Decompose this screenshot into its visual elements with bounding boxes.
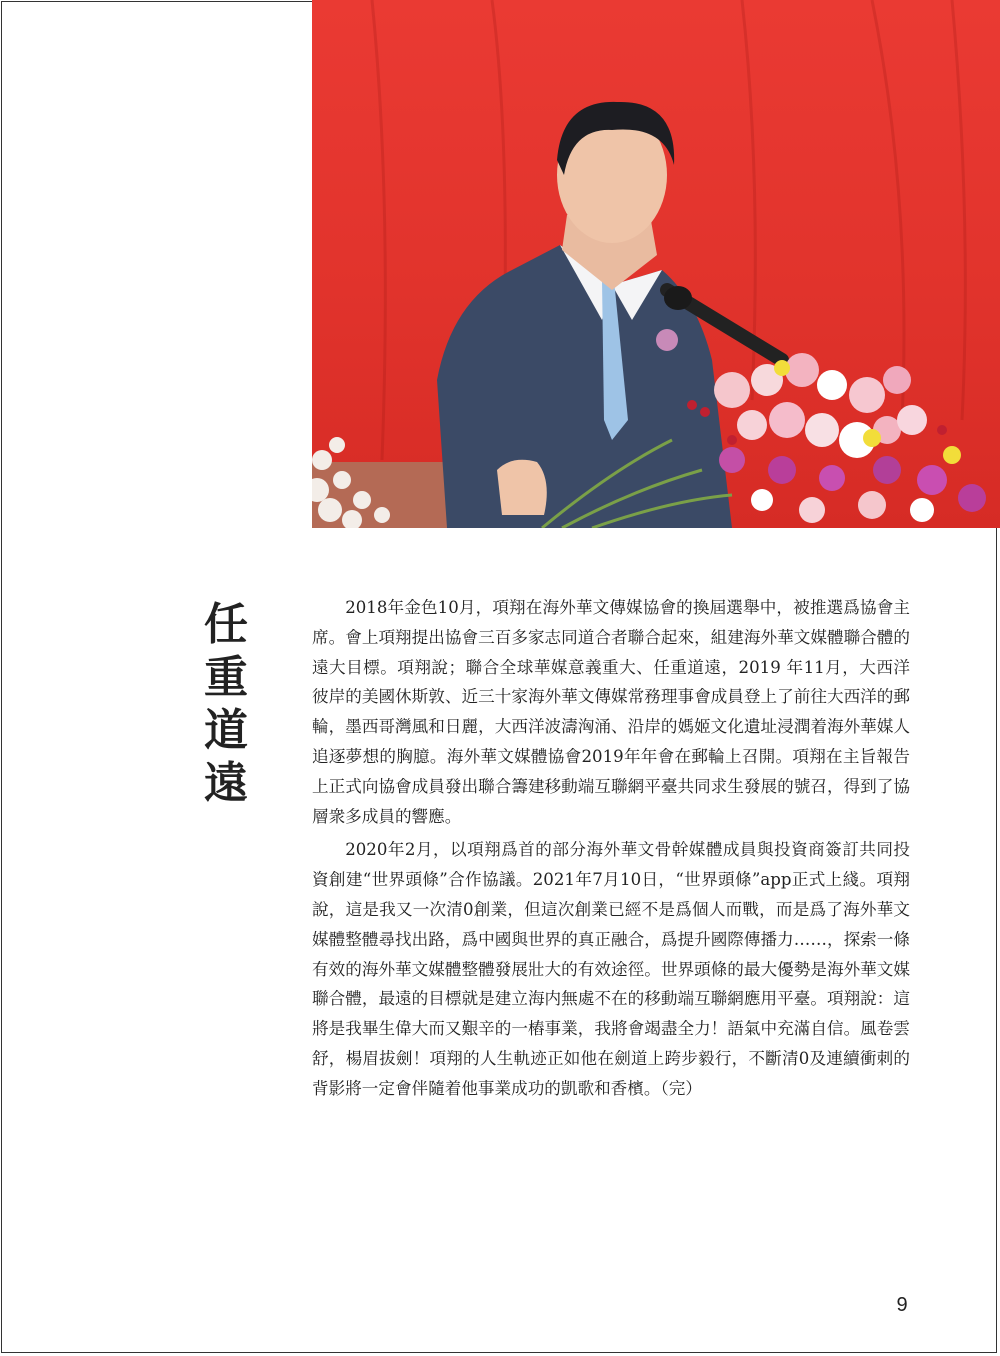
title-char: 重 <box>204 652 248 703</box>
article-body <box>312 593 910 1108</box>
vertical-title <box>196 598 256 810</box>
speaker-photo <box>312 0 1000 528</box>
title-char: 道 <box>204 705 248 756</box>
title-char: 任 <box>204 599 248 650</box>
paragraph: 2020年2月，以項翔爲首的部分海外華文骨幹媒體成員與投資商簽訂共同投資創建“世界頭條”合作協議。2021年7月10日，“世界頭條”app正式上綫。項翔說，這是我又一次清0創業，但這次創業已經不是爲個人而戰，而是爲了海外華文媒體整體尋找出路，爲中國與世界的真正融合，爲提升國際傳播力……，探索一條有效的海外華文媒體整體發展壯大的有效途徑。世界頭條的最大優勢是海外華文媒聯合體，最遠的目標就是建立海内無處不在的移動端互聯網應用平臺。項翔說：這將是我畢生偉大而又艱辛的一樁事業，我將會竭盡全力！語氣中充滿自信。風卷雲舒，楊眉拔劍！項翔的人生軌迹正如他在劍道上跨步毅行，不斷清0及連續衝刺的背影將一定會伴隨着他事業成功的凱歌和香檳。（完） <box>312 840 910 1098</box>
title-char: 遠 <box>204 758 248 809</box>
page-number: 9 <box>896 1294 908 1316</box>
paragraph: 2018年金色10月，項翔在海外華文傳媒協會的換屆選舉中，被推選爲協會主席。會上項翔提出協會三百多家志同道合者聯合起來，組建海外華文媒體聯合體的遠大目標。項翔說；聯合全球華媒意義重大、任重道遠，2019 年11月，大西洋彼岸的美國休斯敦、近三十家海外華文傳媒常務理事會成員登上了前往大西洋的郵輪，墨西哥灣風和日麗，大西洋波濤洶涌、沿岸的媽姬文化遺址浸潤着海外華媒人追逐夢想的胸臆。海外華文媒體協會2019年年會在郵輪上召開。項翔在主旨報告上正式向協會成員發出聯合籌建移動端互聯網平臺共同求生發展的號召，得到了協層衆多成員的響應。 <box>312 598 910 826</box>
